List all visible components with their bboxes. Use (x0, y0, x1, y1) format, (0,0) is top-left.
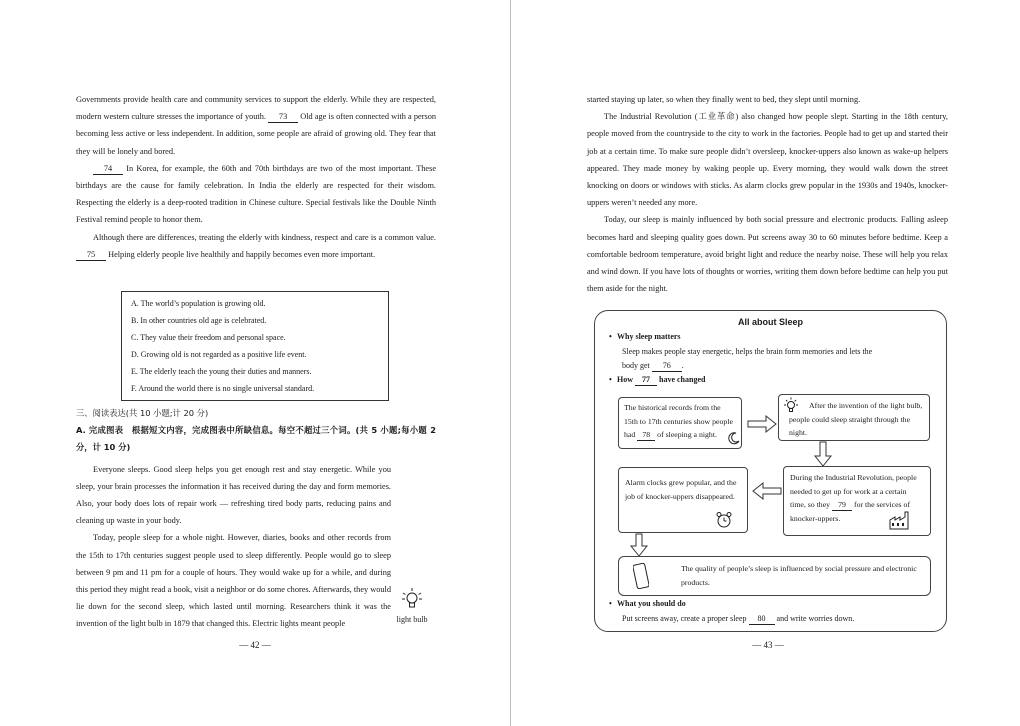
what-heading-text: What you should do (617, 599, 686, 608)
paragraph: Today, our sleep is mainly influenced by both social pressure and electronic products. Falling asleep becomes hard and sleeping quality goes down. Put screens away 30 to 60 minutes before bedtime. Keep a comfortable bedroom temperature, avoid bright light and reduce the nearby noise. These will help you relax and wind down. If you have lots of thoughts or worries, writing them down before bedtime can help you put them aside for the night. (587, 215, 948, 294)
text: for the services of knocker-uppers. (790, 500, 911, 523)
light-bulb-figure (392, 587, 432, 624)
bullet-icon: • (609, 375, 612, 384)
paragraph (76, 91, 436, 160)
blank-80[interactable]: 80 (749, 614, 775, 625)
text: body get (622, 361, 650, 370)
text: and write worries down. (776, 614, 855, 623)
text: The quality of people’s sleep is influenced by social pressure and electronic products. (681, 564, 917, 587)
bullet-icon: • (609, 599, 612, 608)
light-bulb-icon (783, 397, 799, 413)
text: Governments provide health care and community services to support the elderly. While they are respected, modern western culture stresses the importance of youth. (76, 95, 436, 122)
blank-77[interactable]: 77 (635, 375, 657, 386)
passage-paragraph: Everyone sleeps. Good sleep helps you get enough rest and stay energetic. While you sleep, your brain processes the information it has received during the day and form memories. Also, your body does lots of repair work — refreshing tired body parts, reducing pains and cleaning up waste in your body. (76, 464, 391, 526)
blank-75[interactable]: 75 (76, 250, 106, 261)
text: After the invention of the light bulb, people could sleep straight through the night. (789, 401, 923, 437)
options-box (121, 291, 389, 401)
bullet-icon: • (609, 332, 612, 341)
flow-box-records (618, 397, 742, 449)
phone-icon (633, 563, 649, 589)
factory-icon (889, 510, 911, 530)
blank-78[interactable]: 78 (637, 430, 655, 441)
right-column-text (587, 91, 948, 297)
option-e: E. The elderly teach the young their duties and manners. (131, 367, 312, 377)
alarm-clock-icon (715, 511, 733, 529)
text: . (681, 361, 684, 370)
option-b: B. In other countries old age is celebrated. (131, 316, 267, 326)
paragraph (76, 160, 436, 229)
what-text (622, 612, 854, 626)
why-text-line: Sleep makes people stay energetic, helps the brain form memories and lets the (622, 347, 873, 356)
arrow-down-icon (628, 533, 650, 557)
flow-box-light-bulb (778, 394, 930, 441)
blank-76[interactable]: 76 (652, 361, 682, 372)
arrow-down-icon (813, 441, 833, 467)
passage-paragraph: Today, people sleep for a whole night. However, diaries, books and other records from the 15th to 17th centuries suggest people used to sleep differently. People would go to sleep between 9 pm and 11 pm for a couple of hours. They would wake up for a while, and during this period they might read a book, visit a neighbor or do some chores. Afterwards, they would lie down for the second sleep, which lasted until morning. Researchers think it was the invention of the light bulb in 1879 that changed this. Electric lights meant people (76, 533, 391, 629)
sleep-chart (594, 310, 947, 632)
arrow-left-icon (751, 481, 783, 501)
text: of sleeping a night. (657, 430, 717, 439)
why-text-line (622, 359, 872, 373)
option-f: F. Around the world there is no single universal standard. (131, 384, 315, 394)
text: The historical records from the 15th to 17th centuries show people had (624, 403, 733, 439)
section-heading: 三、阅读表达(共 10 小题;计 20 分) (76, 408, 209, 418)
text: Put screens away, create a proper sleep (622, 614, 747, 623)
left-column-text (76, 91, 436, 263)
bulb-caption: light bulb (396, 615, 428, 624)
option-c: C. They value their freedom and personal space. (131, 333, 286, 343)
part-a-heading: A. 完成图表 根据短文内容，完成图表中所缺信息。每空不超过三个词。(共 5 小题;每小题 2 分，计 10 分) (76, 425, 436, 453)
page-number: — 42 — (239, 640, 271, 650)
what-heading (609, 599, 686, 608)
how-heading (609, 375, 705, 386)
chart-title: All about Sleep (737, 317, 803, 327)
text: How (617, 375, 633, 384)
blank-73[interactable]: 73 (268, 112, 298, 123)
blank-79[interactable]: 79 (832, 500, 852, 511)
text: In Korea, for example, the 60th and 70th birthdays are two of the most important. These birthdays are the cause for family celebration. In India the elderly are respected for their wisdom. Respecting the elderly is a deep-rooted tradition in Chinese culture. Special festivals like the Double Ninth Festival remind people to honor them. (76, 163, 436, 225)
flow-box-today (618, 556, 931, 596)
why-text (622, 345, 872, 373)
section-three (76, 405, 436, 633)
light-bulb-icon (401, 587, 423, 613)
text: have changed (659, 375, 706, 384)
arrow-right-icon (746, 414, 778, 434)
paragraph (76, 229, 436, 263)
why-heading (609, 332, 681, 341)
text: Old age is often connected with a person becoming less active or less independent. In addition, some people are afraid of growing old. They fear that they will be lonely and bored. (76, 112, 437, 156)
text: Although there are differences, treating the elderly with kindness, respect and care is a common value. (93, 232, 436, 242)
text: Alarm clocks grew popular, and the job of knocker-uppers disappeared. (625, 478, 737, 501)
right-page (511, 0, 1020, 726)
paragraph: started staying up later, so when they finally went to bed, they slept until morning. (587, 95, 861, 104)
option-a: A. The world’s population is growing old. (131, 299, 266, 308)
text: Helping elderly people live healthily and happily becomes even more important. (108, 249, 376, 259)
why-heading-text: Why sleep matters (617, 332, 681, 341)
moon-icon (727, 431, 741, 445)
blank-74[interactable]: 74 (93, 164, 123, 175)
paragraph: The Industrial Revolution (工业革命) also changed how people slept. Starting in the 18th century, people moved from the countryside to the city to work in the factories. People had to get up and started their job at a certain time. To make sure people didn’t oversleep, knocker-uppers also known as wake-up helpers appeared. They made money by waking people up. Every morning, they would walk down the street knocking on doors or windows with sticks. As alarm clocks grew popular in the 1930s and 1940s, knocker-uppers weren’t needed any more. (587, 112, 948, 208)
option-d: D. Growing old is not regarded as a positive life event. (131, 350, 307, 360)
page-number: — 43 — (752, 640, 784, 650)
text: During the Industrial Revolution, people needed to get up for work at a certain time, so they (790, 473, 917, 509)
